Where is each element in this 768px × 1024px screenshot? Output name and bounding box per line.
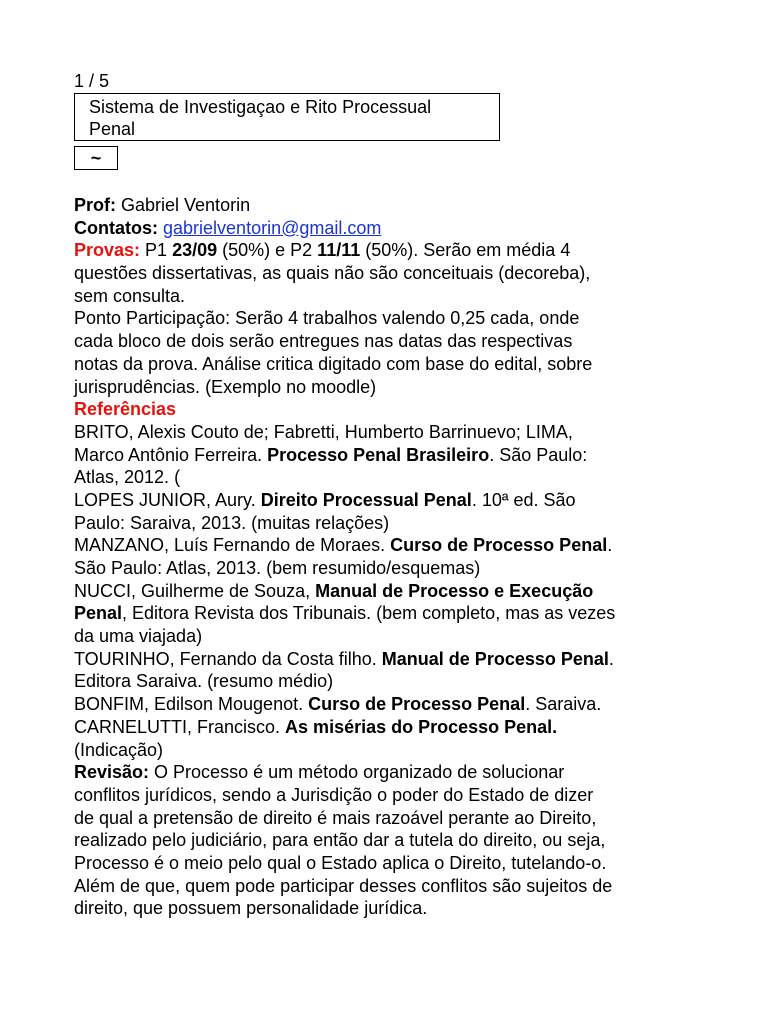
provas-line: questões dissertativas, as quais não são conceituais (decoreba), xyxy=(74,263,591,284)
reference-book-title: Processo Penal Brasileiro xyxy=(267,444,490,465)
reference-book-title: As misérias do Processo Penal. xyxy=(285,716,558,737)
reference-line xyxy=(74,580,714,603)
revisao-label: Revisão: xyxy=(74,762,150,783)
participacao-line: Ponto Participação: Serão 4 trabalhos valendo 0,25 cada, onde xyxy=(74,308,580,329)
reference-line: Atlas, 2012. ( xyxy=(74,467,181,488)
revisao-line: Processo é o meio pelo qual o Estado aplica o Direito, tutelando-o. xyxy=(74,852,607,873)
revisao-line xyxy=(74,761,714,784)
revisao-text: O Processo é um método organizado de solucionar xyxy=(149,762,565,783)
reference-text: BONFIM, Edilson Mougenot. xyxy=(74,694,309,715)
reference-book-title: Direito Processual Penal xyxy=(260,489,472,510)
reference-line: da uma viajada) xyxy=(74,626,203,647)
reference-line xyxy=(74,648,714,671)
prof-line xyxy=(74,194,714,217)
p1-date: 23/09 xyxy=(172,240,218,261)
tilde-box: ~ xyxy=(74,146,118,170)
reference-text: TOURINHO, Fernando da Costa filho. xyxy=(74,648,382,669)
title-line: Penal xyxy=(89,119,136,139)
reference-line: Paulo: Saraiva, 2013. (muitas relações) xyxy=(74,512,390,533)
reference-line: BRITO, Alexis Couto de; Fabretti, Humberto Barrinuevo; LIMA, xyxy=(74,421,573,442)
participacao-line: notas da prova. Análise critica digitado com base do edital, sobre xyxy=(74,353,593,374)
prof-value: Gabriel Ventorin xyxy=(116,195,251,215)
document-body xyxy=(74,194,714,920)
participacao-line: cada bloco de dois serão entregues nas datas das respectivas xyxy=(74,331,573,352)
reference-text: CARNELUTTI, Francisco. xyxy=(74,716,286,737)
reference-text: . Saraiva. xyxy=(525,694,602,715)
referencias-heading: Referências xyxy=(74,399,177,420)
provas-text: P1 xyxy=(140,240,173,261)
email-link[interactable]: gabrielventorin@gmail.com xyxy=(163,217,382,238)
reference-text: . São Paulo: xyxy=(489,444,588,465)
provas-text: (50%) e P2 xyxy=(217,240,318,261)
participacao-line: jurisprudências. (Exemplo no moodle) xyxy=(74,376,377,397)
title-box xyxy=(74,93,500,141)
reference-book-title: Manual de Processo e Execução xyxy=(315,580,594,601)
reference-text: , Editora Revista dos Tribunais. (bem completo, mas as vezes xyxy=(122,603,616,624)
provas-label: Provas: xyxy=(74,240,141,261)
reference-line xyxy=(74,534,714,557)
revisao-line: Além de que, quem pode participar desses conflitos são sujeitos de xyxy=(74,875,613,896)
reference-book-title: Manual de Processo Penal xyxy=(381,648,609,669)
reference-text: Marco Antônio Ferreira. xyxy=(74,444,268,465)
reference-text: NUCCI, Guilherme de Souza, xyxy=(74,580,316,601)
reference-text: . xyxy=(608,648,614,669)
reference-text: LOPES JUNIOR, Aury. xyxy=(74,489,261,510)
reference-line xyxy=(74,444,714,467)
reference-book-title: Penal xyxy=(74,603,123,624)
prof-label: Prof: xyxy=(74,195,116,215)
reference-line xyxy=(74,489,714,512)
revisao-line: direito, que possuem personalidade jurídica. xyxy=(74,898,428,919)
reference-line xyxy=(74,693,714,716)
provas-text: (50%). Serão em média 4 xyxy=(360,240,571,261)
provas-line: sem consulta. xyxy=(74,285,186,306)
contatos-line xyxy=(74,217,714,240)
revisao-line: de qual a pretensão de direito é mais razoável perante ao Direito, xyxy=(74,807,597,828)
reference-text: MANZANO, Luís Fernando de Moraes. xyxy=(74,535,391,556)
contatos-label: Contatos: xyxy=(74,217,158,238)
reference-line xyxy=(74,602,714,625)
page-counter: 1 / 5 xyxy=(74,71,110,91)
provas-line xyxy=(74,239,714,262)
reference-book-title: Curso de Processo Penal xyxy=(390,535,608,556)
reference-book-title: Curso de Processo Penal xyxy=(308,694,526,715)
p2-date: 11/11 xyxy=(317,240,361,261)
reference-line: São Paulo: Atlas, 2013. (bem resumido/esquemas) xyxy=(74,558,481,578)
revisao-line: conflitos jurídicos, sendo a Jurisdição o poder do Estado de dizer xyxy=(74,784,594,805)
reference-line: (Indicação) xyxy=(74,739,164,760)
reference-text: . xyxy=(607,535,613,556)
title-line: Sistema de Investigaçao e Rito Processual xyxy=(89,97,432,117)
revisao-line: realizado pelo judiciário, para então dar a tutela do direito, ou seja, xyxy=(74,830,606,851)
reference-line: Editora Saraiva. (resumo médio) xyxy=(74,671,334,692)
reference-text: . 10ª ed. São xyxy=(471,489,576,510)
reference-line xyxy=(74,716,714,739)
